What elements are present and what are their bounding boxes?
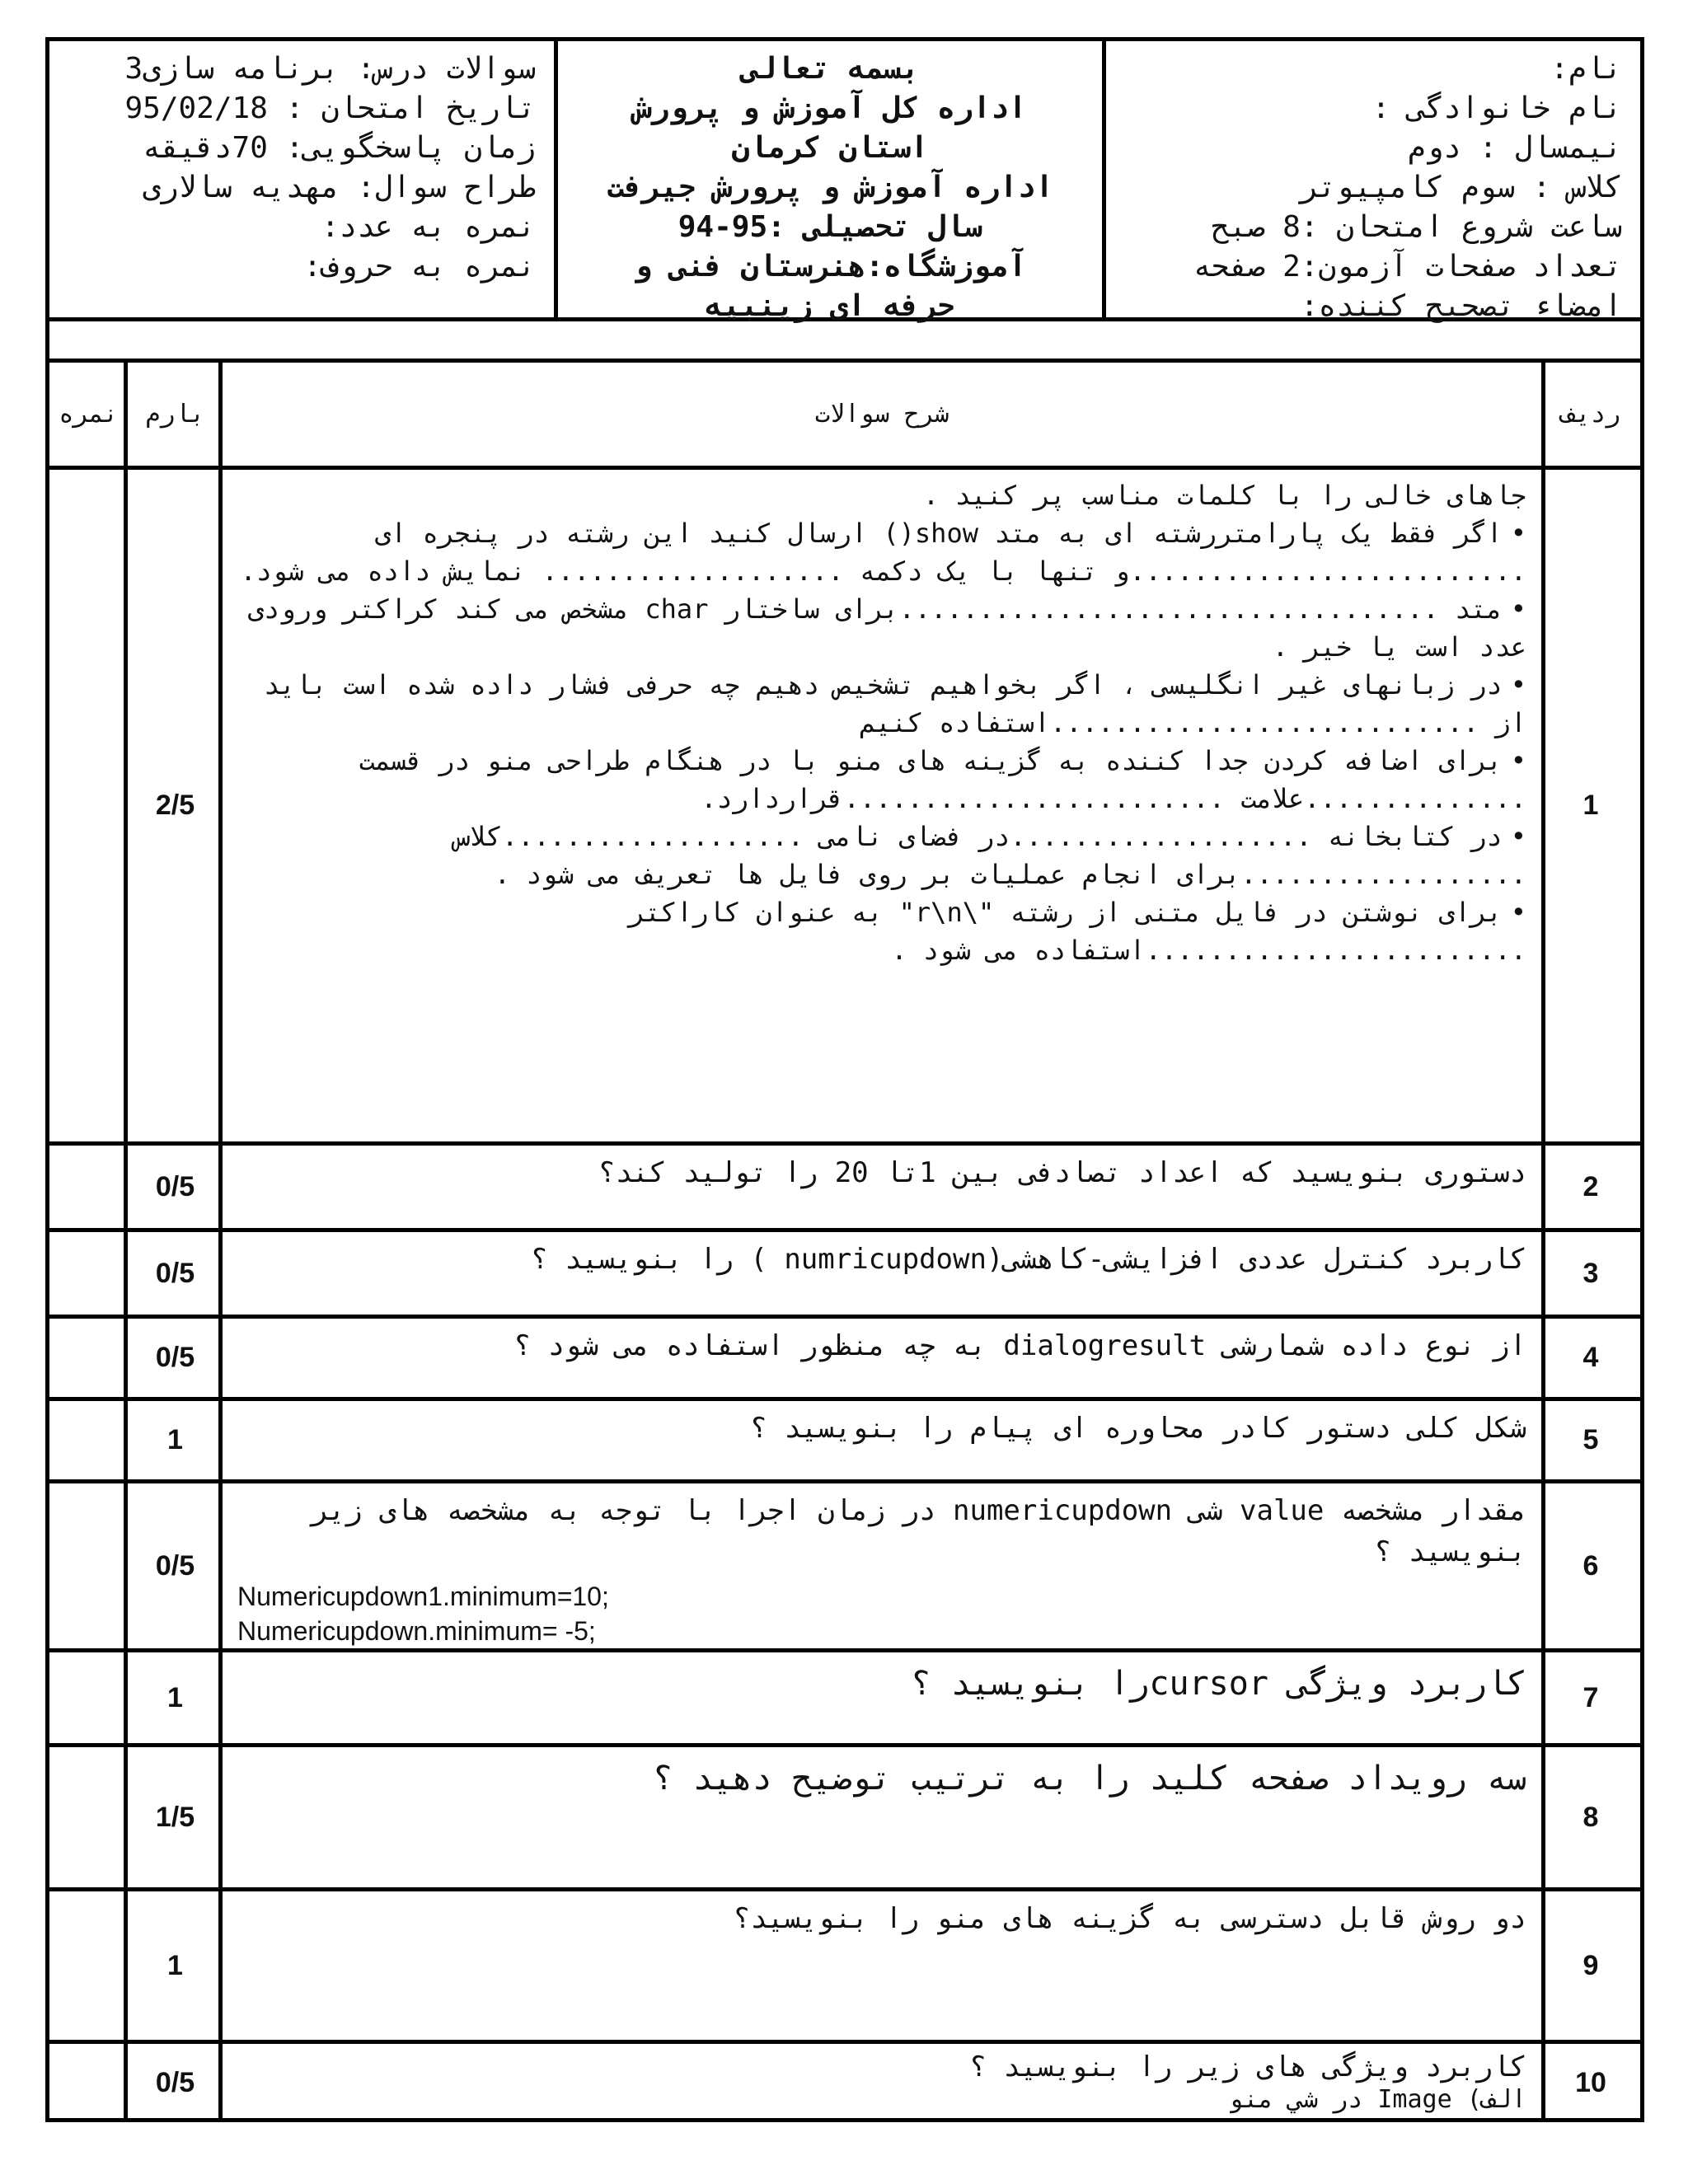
question-score: 2/5 [155, 790, 195, 821]
student-name: نام: [1550, 52, 1622, 86]
question-score: 0/5 [155, 1257, 195, 1289]
student-info [1106, 41, 1640, 323]
question-row-3 [49, 1232, 1640, 1315]
sub-item: الف) Image در شي منو [1228, 2085, 1526, 2114]
code-line: Numericupdown1.minimum=10; [237, 1582, 609, 1611]
grade-cell [49, 1652, 128, 1743]
course-info [49, 41, 554, 317]
question-score: 0/5 [155, 1170, 195, 1202]
question-number: 5 [1582, 1424, 1599, 1455]
question-score: 0/5 [155, 2067, 195, 2098]
grader-signature: امضاء تصحیح کننده: [1300, 289, 1622, 323]
question-number: 1 [1582, 790, 1599, 821]
bullet-item: • در کتابخانه ...................در فضای نامی ...................کلاس ..................برای انجام عملیات بر روی فایل ها تعریف می شود . [237, 818, 1526, 893]
question-text: سه رویداد صفحه کلید را به ترتیب توضیح دهید ؟ [653, 1760, 1526, 1797]
grade-cell [49, 1232, 128, 1315]
question-score: 1 [167, 1424, 183, 1455]
question-row-1 [49, 470, 1640, 1141]
question-text [223, 2044, 1541, 2122]
class: کلاس : سوم کامپیوتر [1300, 171, 1622, 204]
exam-duration: زمان پاسخگویی: 70دقیقه [143, 131, 536, 165]
question-text: کاربرد کنترل عددی افزایشی-کاهشی(numricupdown ) را بنویسید ؟ [531, 1243, 1526, 1276]
office-general: اداره کل آموزش و پرورش [633, 91, 1027, 125]
start-time: ساعت شروع امتحان :8 صبح [1211, 210, 1622, 244]
exam-date: تاریخ امتحان : 95/02/18 [124, 91, 536, 125]
grade-cell [49, 1483, 128, 1648]
bullet-item: • برای نوشتن در فایل متنی از رشته "\r\n" به عنوان کاراکتر ........................استفاده می شود . [237, 893, 1526, 969]
page-count: تعداد صفحات آزمون:2 صفحه [1193, 250, 1622, 284]
course-title: سوالات درس: برنامه سازی3 [124, 52, 536, 86]
question-number: 9 [1582, 1949, 1599, 1981]
spacer-row [45, 317, 1644, 363]
score-number-label: نمره به عدد: [321, 210, 536, 244]
question-row-6 [49, 1483, 1640, 1648]
question-score: 1 [167, 1949, 183, 1981]
school-line1: آموزشگاه:هنرستان فنی و [633, 250, 1027, 284]
grade-cell [49, 2044, 128, 2122]
radif-header: ردیف [1560, 400, 1621, 429]
bullet-item: • برای اضافه کردن جدا کننده به گزینه های منو با در هنگام طراحی منو در قسمت ..............علامت ........................قراردارد. [237, 742, 1526, 818]
question-intro: جاهای خالی را با کلمات مناسب پر کنید . [922, 480, 1526, 511]
question-score: 1/5 [155, 1801, 195, 1833]
school-line2: حرفه ای زینبیه [705, 289, 955, 323]
academic-year: سال تحصیلی :95-94 [678, 210, 982, 244]
question-number: 8 [1582, 1801, 1599, 1833]
question-score: 1 [167, 1681, 183, 1713]
province: استان کرمان [731, 131, 929, 165]
question-row-2 [49, 1146, 1640, 1228]
designer: طراح سوال: مهدیه سالاری [143, 171, 536, 204]
question-text: کاربرد ویژگی cursorرا بنویسید ؟ [911, 1665, 1526, 1703]
grade-cell [49, 1319, 128, 1397]
sharh-header: شرح سوالات [814, 399, 950, 429]
basmala: بسمه تعالی [740, 52, 920, 86]
question-text: شکل کلی دستور کادر محاوره ای پیام را بنویسید ؟ [750, 1412, 1526, 1445]
grade-cell [49, 1891, 128, 2040]
questions-table [45, 359, 1644, 2122]
student-family: نام خانوادگی : [1372, 91, 1622, 125]
question-row-4 [49, 1319, 1640, 1397]
question-number: 7 [1582, 1681, 1599, 1713]
grade-cell [49, 1146, 128, 1228]
grade-cell [49, 470, 128, 1141]
question-number: 3 [1582, 1257, 1599, 1289]
bullet-item: • متد ..................................برای ساختار char مشخص می کند کراکتر ورودی عدد است یا خیر . [237, 590, 1526, 666]
table-header-row [49, 363, 1640, 466]
question-row-7 [49, 1652, 1640, 1743]
score-words-label: نمره به حروف: [303, 250, 536, 284]
question-row-5 [49, 1401, 1640, 1479]
question-text: دستوری بنویسید که اعداد تصادفی بین 1تا 20 را تولید کند؟ [598, 1156, 1526, 1189]
question-number: 10 [1575, 2067, 1606, 2098]
question-score: 0/5 [155, 1342, 195, 1373]
question-body: کاربرد ویژگی های زیر را بنویسید ؟ [969, 2050, 1526, 2083]
question-text [223, 470, 1541, 1141]
code-line: Numericupdown.minimum= -5; [237, 1616, 596, 1646]
question-score: 0/5 [155, 1549, 195, 1582]
question-number: 4 [1582, 1342, 1599, 1373]
nomre-header: نمره [59, 400, 119, 429]
semester: نیمسال : دوم [1407, 131, 1622, 165]
question-text: دو روش قابل دسترسی به گزینه های منو را بنویسید؟ [733, 1902, 1526, 1935]
question-number: 2 [1582, 1170, 1599, 1202]
question-text [223, 1483, 1541, 1648]
question-text: از نوع داده شمارشی dialogresult به چه منظور استفاده می شود ؟ [513, 1329, 1526, 1362]
grade-cell [49, 1401, 128, 1479]
institution-info [558, 41, 1102, 323]
barem-header: بارم [145, 400, 205, 429]
exam-header [45, 37, 1644, 321]
bullet-item: • در زبانهای غیر انگلیسی ، اگر بخواهیم تشخیص دهیم چه حرفی فشار داده شده است باید از ...........................استفاده کنیم [237, 666, 1526, 742]
question-body: مقدار مشخصه value شی numericupdown در زمان اجرا با توجه به مشخصه های زیر بنویسید ؟ [312, 1494, 1526, 1568]
bullet-item: • اگر فقط یک پارامتررشته ای به متد show() ارسال کنید این رشته در پنجره ای .........................و تنها با یک دکمه ................... نمایش داده می شود. [237, 514, 1526, 590]
grade-cell [49, 1747, 128, 1887]
question-row-9 [49, 1891, 1640, 2040]
question-number: 6 [1582, 1549, 1599, 1582]
question-row-10 [49, 2044, 1640, 2122]
office-local: اداره آموزش و پرورش جیرفت [607, 171, 1053, 204]
question-row-8 [49, 1747, 1640, 1887]
